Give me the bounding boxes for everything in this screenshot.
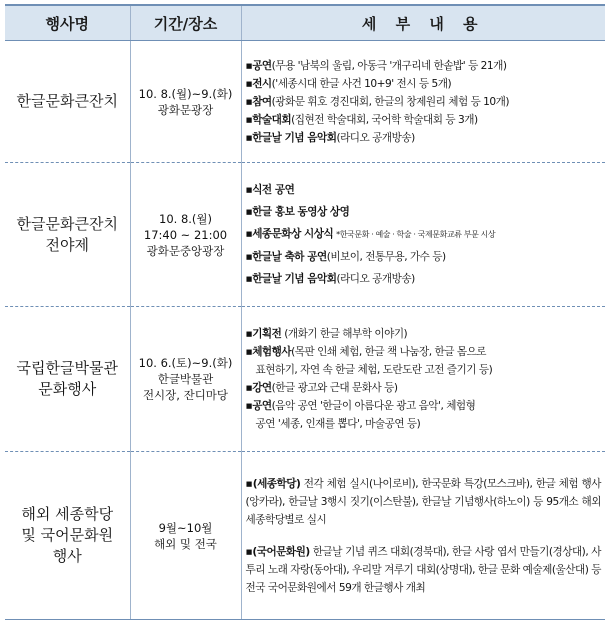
event-period <box>130 307 241 452</box>
event-name-line: 한글문화큰잔치 <box>16 92 118 110</box>
event-name-line: 해외 세종학당 <box>21 505 114 523</box>
detail-key: 한글날 기념 음악회 <box>252 131 337 144</box>
detail-text: (라디오 공개방송) <box>336 273 415 285</box>
detail-text: (목판 인쇄 체험, 한글 책 나눔장, 한글 몸으로 <box>291 346 487 358</box>
event-name-line: 국립한글박물관 <box>16 359 118 377</box>
detail-key: 전시 <box>252 77 272 90</box>
bullet: ▪ <box>245 273 253 285</box>
bullet: ▪ <box>245 206 253 218</box>
detail-item <box>246 475 602 529</box>
detail-key: 한글날 기념 음악회 <box>252 273 337 285</box>
detail-note: *한국문화 · 예술 · 학술 · 국제문화교류 부문 시상 <box>336 230 496 239</box>
detail-key: (국어문화원) <box>252 545 310 558</box>
detail-key: 한글날 축하 공연 <box>252 251 327 263</box>
detail-text: (광화문 휘호 경진대회, 한글의 창제원리 체험 등 10개) <box>271 95 510 108</box>
detail-item <box>246 111 602 129</box>
bullet: ▪ <box>245 77 253 90</box>
bullet: ▪ <box>245 400 253 412</box>
event-name-line: 문화행사 <box>38 380 97 398</box>
spacer <box>246 529 602 543</box>
detail-item <box>246 129 602 147</box>
detail-text: (음악 공연 '한글이 아름다운 광고 음악', 체험형 <box>271 400 476 412</box>
bullet: ▪ <box>245 95 253 108</box>
period-line: 10. 6.(토)~9.(화) <box>138 356 233 370</box>
bullet: ▪ <box>245 113 253 126</box>
period-line: 광화문중앙광장 <box>146 243 225 258</box>
period-line: 9월~10월 <box>158 520 213 535</box>
bullet: ▪ <box>245 477 253 490</box>
bullet: ▪ <box>245 346 253 358</box>
detail-text: (라디오 공개방송) <box>336 131 415 144</box>
header-event-name: 행사명 <box>5 5 130 41</box>
header-row <box>5 5 605 41</box>
event-details <box>241 163 605 307</box>
detail-item <box>246 268 602 290</box>
table-row <box>5 163 605 307</box>
bullet: ▪ <box>245 59 253 72</box>
bullet: ▪ <box>245 228 253 240</box>
detail-key: 참여 <box>252 95 272 108</box>
period-line: 광화문광장 <box>157 102 214 117</box>
bullet: ▪ <box>245 131 253 144</box>
detail-text: (무용 '남북의 울림, 아동극 '개구리네 한솥밥' 등 21개) <box>271 59 507 72</box>
table-row <box>5 41 605 163</box>
period-line: 전시장, 잔디마당 <box>142 388 229 402</box>
period-line: 17:40 ~ 21:00 <box>143 227 228 242</box>
detail-item <box>246 543 602 597</box>
event-name-line: 전야제 <box>45 235 89 254</box>
detail-text: 전각 체험 실시(나이로비), 한국문화 특강(모스크바), 한글 체험 행사(앙카라), 한글날 3행시 짓기(이스탄불), 한글날 기념행사(하노이) 등 95개소 해외 세종학당별로 실시 <box>245 477 601 526</box>
detail-item <box>246 75 602 93</box>
header-period-place: 기간/장소 <box>130 5 241 41</box>
event-name-line: 한글문화큰잔치 <box>16 214 118 233</box>
period-line: 10. 8.(월) <box>159 211 212 226</box>
event-name <box>5 307 130 452</box>
event-period <box>130 452 241 620</box>
event-name <box>5 163 130 307</box>
detail-item <box>246 223 602 246</box>
event-name <box>5 41 130 163</box>
detail-item <box>246 246 602 268</box>
bullet: ▪ <box>245 251 253 263</box>
event-name-line: 행사 <box>52 547 82 565</box>
period-line: 한글박물관 <box>157 372 214 386</box>
detail-item <box>246 325 602 343</box>
header-details <box>241 5 605 41</box>
detail-text: ('세종시대 한글 사건 10+9' 전시 등 5개) <box>271 77 452 90</box>
detail-item <box>246 343 602 379</box>
event-period <box>130 41 241 163</box>
detail-text: (집현전 학술대회, 국어학 학술대회 등 3개) <box>291 113 478 126</box>
table-row <box>5 307 605 452</box>
period-line: 10. 8.(월)~9.(화) <box>138 86 233 101</box>
detail-key: 공연 <box>252 400 272 412</box>
event-details <box>241 452 605 620</box>
detail-key: 공연 <box>252 59 272 72</box>
header-details-label: 세 부 내 용 <box>361 14 485 33</box>
event-table <box>5 4 605 620</box>
detail-text: (개화기 한글 해부학 이야기) <box>281 328 408 340</box>
bullet: ▪ <box>245 382 253 394</box>
period-line: 해외 및 전국 <box>154 536 217 551</box>
bullet: ▪ <box>245 184 253 196</box>
detail-text: (비보이, 전통무용, 가수 등) <box>326 251 446 263</box>
detail-key: 학술대회 <box>252 113 292 126</box>
detail-item <box>246 397 602 433</box>
table-row <box>5 452 605 620</box>
detail-text-cont: 표현하기, 자연 속 한글 체험, 도란도란 고전 즐기기 등) <box>255 364 493 376</box>
detail-item <box>246 57 602 75</box>
detail-item <box>246 379 602 397</box>
detail-item <box>246 93 602 111</box>
event-details <box>241 307 605 452</box>
detail-key: 세종문화상 시상식 <box>252 228 334 240</box>
detail-item <box>246 179 602 201</box>
event-name <box>5 452 130 620</box>
detail-key: 체험행사 <box>252 346 292 358</box>
detail-text: (한글 광고와 근대 문화사 등) <box>271 382 398 394</box>
detail-key: (세종학당) <box>252 477 301 490</box>
detail-key: 식전 공연 <box>252 184 295 196</box>
detail-text: 한글날 기념 퀴즈 대회(경북대), 한글 사랑 엽서 만들기(경상대), 사투리 노래 자랑(동아대), 우리말 겨루기 대회(상명대), 한글 문화 예술제(울산대) 등 전국 국어문화원에서 59개 한글행사 개최 <box>245 545 601 594</box>
bullet: ▪ <box>245 328 253 340</box>
detail-item <box>246 201 602 223</box>
bullet: ▪ <box>245 545 253 558</box>
detail-key: 기획전 <box>252 328 282 340</box>
event-period <box>130 163 241 307</box>
detail-key: 강연 <box>252 382 272 394</box>
detail-key: 한글 홍보 동영상 상영 <box>252 206 350 218</box>
detail-text-cont: 공연 '세종, 인재를 뽑다', 마술공연 등) <box>255 418 421 430</box>
event-details <box>241 41 605 163</box>
event-name-line: 및 국어문화원 <box>21 526 114 544</box>
